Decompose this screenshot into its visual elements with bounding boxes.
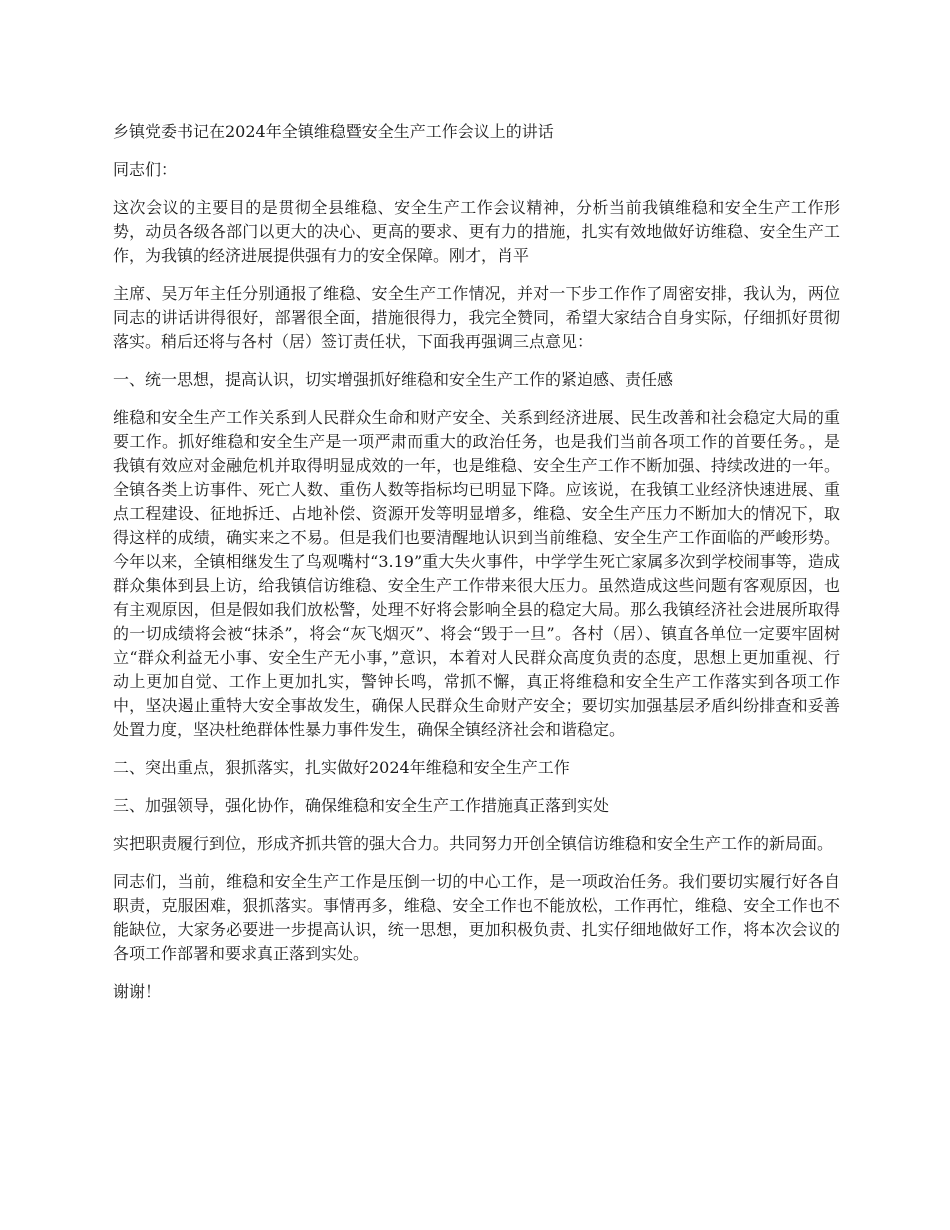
paragraph-intro-2: 主席、吴万年主任分别通报了维稳、安全生产工作情况，并对一下步工作作了周密安排，我认为，两位同志的讲话讲得很好，部署很全面，措施很得力，我完全赞同，希望大家结合自身实际，仔细抓好贯彻落实。稍后还将与各村（居）签订责任状，下面我再强调三点意见： [113,284,840,351]
section-heading-3: 三、加强领导，强化协作，确保维稳和安全生产工作措施真正落到实处 [113,796,610,815]
paragraph-section-3-body: 实把职责履行到位，形成齐抓共管的强大合力。共同努力开创全镇信访维稳和安全生产工作的新局面。 [113,834,834,853]
paragraph-section-1-body: 维稳和安全生产工作关系到人民群众生命和财产安全、关系到经济进展、民生改善和社会稳定大局的重要工作。抓好维稳和安全生产是一项严肃而重大的政治任务，也是我们当前各项工作的首要任务。，是我镇有效应对金融危机并取得明显成效的一年，也是维稳、安全生产工作不断加强、持续改进的一年。全镇各类上访事件、死亡人数、重伤人数等指标均已明显下降。应该说，在我镇工业经济快速进展、重点工程建设、征地拆迁、占地补偿、资源开发等明显增多，维稳、安全生产压力不断加大的情况下，取得这样的成绩，确实来之不易。但是我们也要清醒地认识到当前维稳、安全生产工作面临的严峻形势。今年以来，全镇相继发生了鸟观嘴村“3.19”重大失火事件，中学学生死亡家属多次到学校闹事等，造成群众集体到县上访，给我镇信访维稳、安全生产工作带来很大压力。虽然造成这些问题有客观原因，也有主观原因，但是假如我们放松警，处理不好将会影响全县的稳定大局。那么我镇经济社会进展所取得的一切成绩将会被“抹杀”，将会“灰飞烟灭”、将会“毁于一旦”。各村（居）、镇直各单位一定要牢固树立“群众利益无小事、安全生产无小事，”意识，本着对人民群众高度负责的态度，思想上更加重视、行动上更加自觉、工作上更加扎实，警钟长鸣，常抓不懈，真正将维稳和安全生产工作落实到各项工作中，坚决遏止重特大安全事故发生，确保人民群众生命财产安全；要切实加强基层矛盾纠纷排查和妥善处置力度，坚决杜绝群体性暴力事件发生，确保全镇经济社会和谐稳定。 [113,408,840,739]
salutation: 同志们： [113,160,178,179]
section-heading-2: 二、突出重点，狠抓落实，扎实做好2024年维稳和安全生产工作 [113,758,570,777]
document-title: 乡镇党委书记在2024年全镇维稳暨安全生产工作会议上的讲话 [113,122,554,141]
section-heading-1: 一、统一思想，提高认识，切实增强抓好维稳和安全生产工作的紧迫感、责任感 [113,370,674,389]
document-page [113,120,840,1018]
paragraph-intro-1: 这次会议的主要目的是贯彻全县维稳、安全生产工作会议精神，分析当前我镇维稳和安全生产工作形势，动员各级各部门以更大的决心、更高的要求、更有力的措施，扎实有效地做好访维稳、安全生产工作，为我镇的经济进展提供强有力的安全保障。刚才，肖平 [113,198,840,265]
paragraph-conclusion: 同志们，当前，维稳和安全生产工作是压倒一切的中心工作，是一项政治任务。我们要切实履行好各自职责，克服困难，狠抓落实。事情再多，维稳、安全工作也不能放松，工作再忙，维稳、安全工作也不能缺位，大家务必要进一步提高认识，统一思想，更加积极负责、扎实仔细地做好工作，将本次会议的各项工作部署和要求真正落到实处。 [113,872,840,963]
closing-thanks: 谢谢！ [113,982,162,1001]
